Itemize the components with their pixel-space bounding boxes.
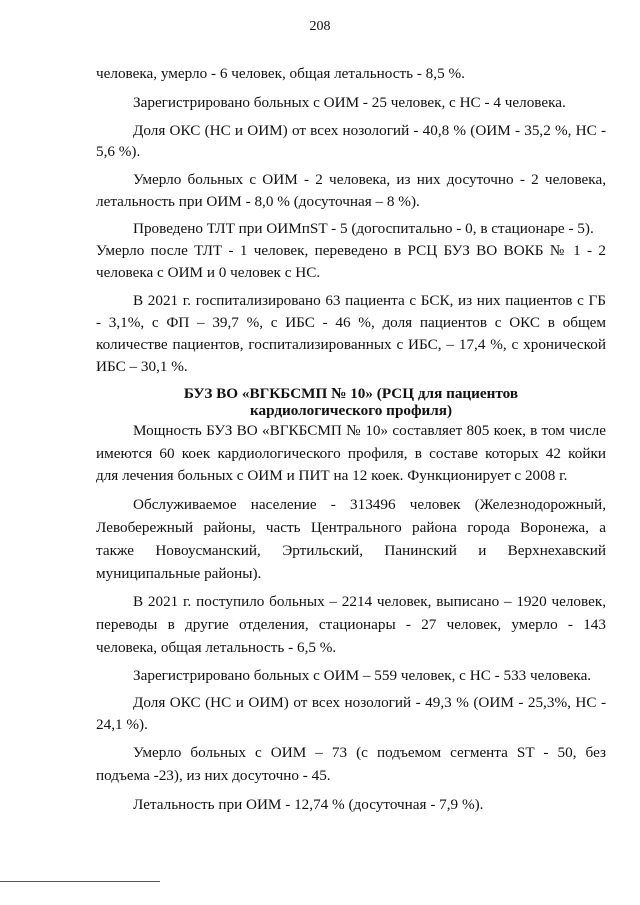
text-line: количестве пациентов, госпитализированных с ИБС, – 17,4 %, с хронической xyxy=(96,336,606,353)
text-line: Доля ОКС (НС и ОИМ) от всех нозологий - 49,3 % (ОИМ - 25,3%, НС - xyxy=(133,694,606,711)
text-line: Зарегистрировано больных с ОИМ - 25 человек, с НС - 4 человека. xyxy=(133,94,566,111)
text-line: для лечения больных с ОИМ и ПИТ на 12 коек. Функционирует с 2008 г. xyxy=(96,467,568,484)
text-line: человека, общая летальность - 6,5 %. xyxy=(96,639,337,656)
text-line: Умерло после ТЛТ - 1 человек, переведено в РСЦ БУЗ ВО ВОКБ № 1 - 2 xyxy=(96,242,606,259)
text-line: подъема -23), из них досуточно - 45. xyxy=(96,767,331,784)
text-line: В 2021 г. поступило больных – 2214 человек, выписано – 1920 человек, xyxy=(133,593,606,610)
text-line: В 2021 г. госпитализировано 63 пациента с БСК, из них пациентов с ГБ xyxy=(133,292,606,309)
text-line: ИБС – 30,1 %. xyxy=(96,358,188,375)
text-line: человека с ОИМ и 0 человек с НС. xyxy=(96,264,321,281)
text-line: имеются 60 коек кардиологического профиля, в составе которых 42 койки xyxy=(96,445,606,462)
text-line: Умерло больных с ОИМ - 2 человека, из них досуточно - 2 человека, xyxy=(133,171,606,188)
section-heading-line: БУЗ ВО «ВГКБСМП № 10» (РСЦ для пациентов xyxy=(183,385,519,402)
text-line: 5,6 %). xyxy=(96,143,141,160)
text-line: переводы в другие отделения, стационары - 27 человек, умерло - 143 xyxy=(96,616,606,633)
text-line: - 3,1%, с ФП – 39,7 %, с ИБС - 46 %, доля пациентов с ОКС в общем xyxy=(96,314,606,331)
text-line: Летальность при ОИМ - 12,74 % (досуточная - 7,9 %). xyxy=(133,796,484,813)
text-line: Обслуживаемое население - 313496 человек (Железнодорожный, xyxy=(133,496,606,513)
text-line: также Новоусманский, Эртильский, Панинский и Верхнехавский xyxy=(96,542,606,559)
text-line: Проведено ТЛТ при ОИМпST - 5 (догоспитально - 0, в стационаре - 5). xyxy=(133,220,594,237)
text-line: Доля ОКС (НС и ОИМ) от всех нозологий - 40,8 % (ОИМ - 35,2 %, НС - xyxy=(133,122,606,139)
section-heading-line: кардиологического профиля) xyxy=(249,402,453,419)
text-line: Умерло больных с ОИМ – 73 (с подъемом сегмента ST - 50, без xyxy=(133,744,606,761)
text-line: 24,1 %). xyxy=(96,716,148,733)
text-line: муниципальные районы). xyxy=(96,565,262,582)
text-line: Зарегистрировано больных с ОИМ – 559 человек, с НС - 533 человека. xyxy=(133,667,592,684)
footnote-divider xyxy=(0,881,160,882)
text-line: человека, умерло - 6 человек, общая летальность - 8,5 %. xyxy=(96,65,465,82)
text-line: летальность при ОИМ - 8,0 % (досуточная – 8 %). xyxy=(96,193,420,210)
text-line: Левобережный районы, часть Центрального района города Воронежа, а xyxy=(96,519,606,536)
text-line: Мощность БУЗ ВО «ВГКБСМП № 10» составляет 805 коек, в том числе xyxy=(133,422,606,439)
page-number: 208 xyxy=(309,19,331,34)
